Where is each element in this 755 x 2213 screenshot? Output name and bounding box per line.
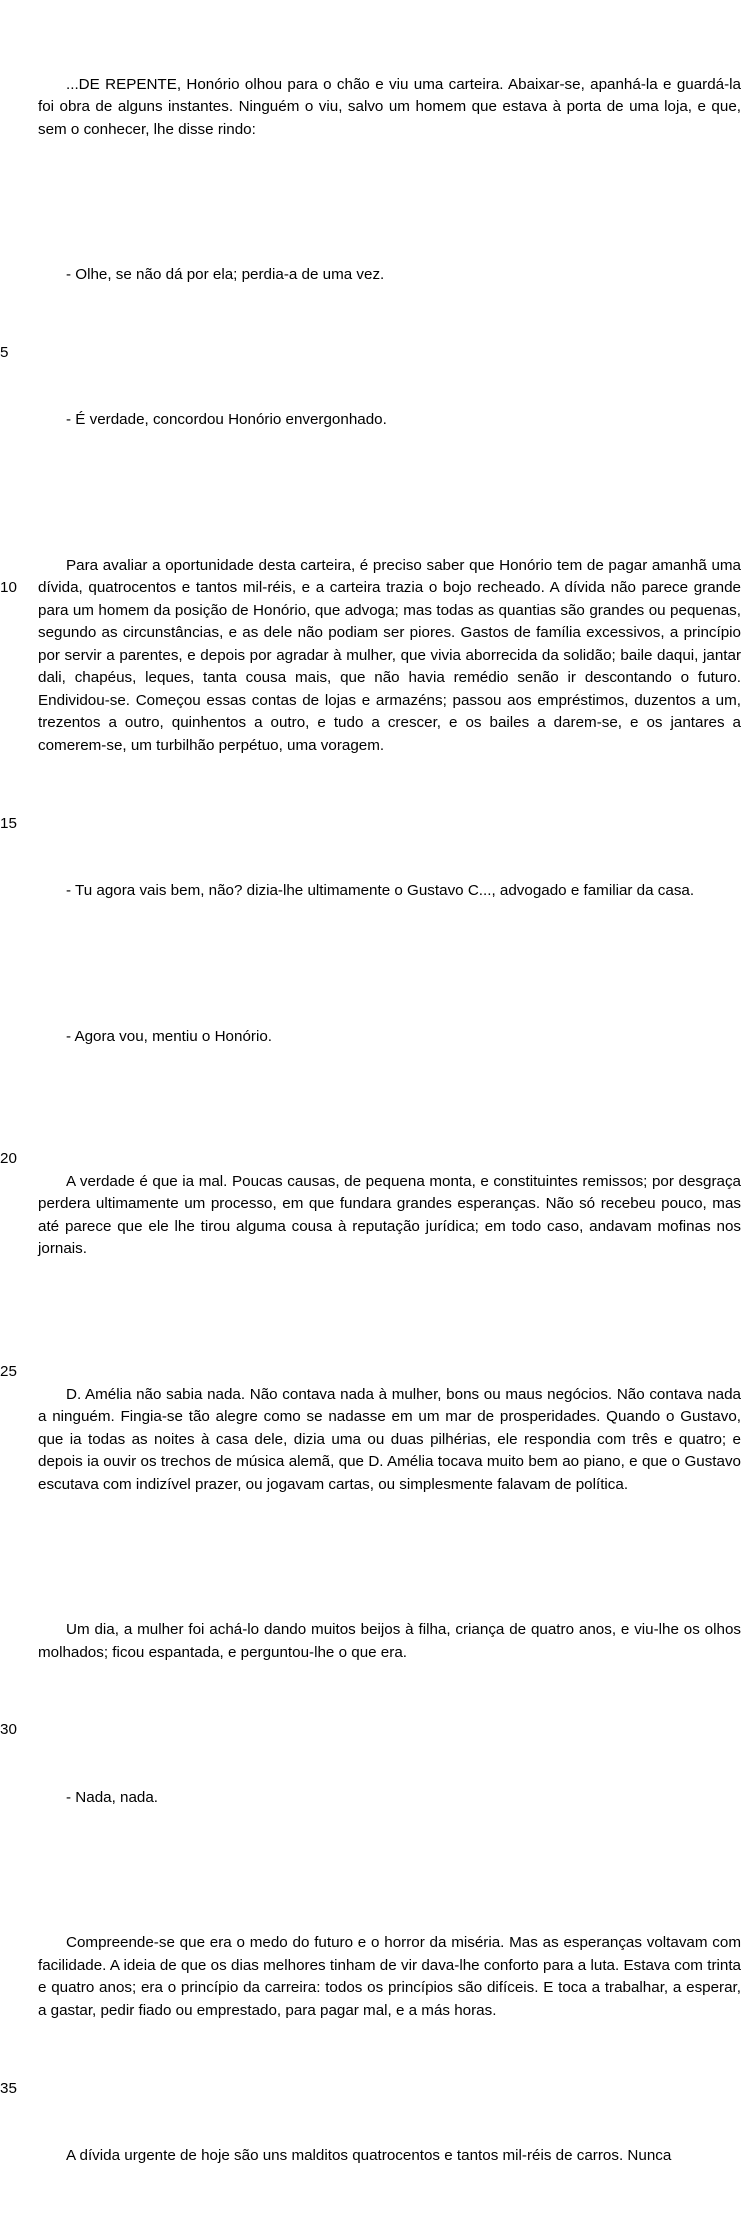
paragraph — [0, 487, 747, 803]
line-number: 5 — [0, 343, 9, 361]
paragraph-text: Um dia, a mulher foi achá-lo dando muitos beijos à filha, criança de quatro anos, e viu-lhe os olhos molhados; ficou espantada, e perguntou-lhe o que era. — [38, 1621, 746, 1661]
paragraph-text: - Tu agora vais bem, não? dizia-lhe ultimamente o Gustavo C..., advogado e familiar da casa. — [66, 882, 695, 900]
line-number: 20 — [0, 1150, 17, 1168]
paragraph-text: - Agora vou, mentiu o Honório. — [66, 1027, 272, 1045]
paragraph — [0, 1552, 747, 1710]
paragraph — [0, 958, 747, 1093]
paragraph — [0, 1103, 747, 1306]
line-number: 35 — [0, 2079, 17, 2097]
paragraph — [0, 342, 747, 477]
paragraph — [0, 1316, 747, 1541]
paragraph-text: - É verdade, concordou Honório envergonhado. — [66, 411, 387, 429]
paragraph — [0, 6, 747, 186]
paragraph-text: - Olhe, se não dá por ela; perdia-a de uma vez. — [66, 266, 385, 284]
paragraph-text: Para avaliar a oportunidade desta carteira, é preciso saber que Honório tem de pagar amanhã uma dívida, quatrocentos e tantos mil-réis, e a carteira trazia o bojo recheado. A dívida não parece grande para um homem da posição de Honório, que advoga; mas todas as quantias são grandes ou pequenas, segundo as circunstâncias, e as dele não podiam ser piores. Gastos de família excessivos, a princípio por servir a parentes, e depois por agradar à mulher, que vivia aborrecida da solidão; baile daqui, jantar dali, chapéus, leques, tanta cousa mais, que não havia remédio senão ir descontando o futuro. Endividou-se. Começou essas contas de lojas e armazéns; passou aos empréstimos, duzentos a um, trezentos a outro, quinhentos a outro, e tudo a crescer, e os bailes a darem-se, e os jantares a comerem-se, um turbilhão perpétuo, uma voragem. — [38, 556, 746, 754]
paragraph-text: D. Amélia não sabia nada. Não contava nada à mulher, bons ou maus negócios. Não contava nada a ninguém. Fingia-se tão alegre como se nadasse em um mar de prosperidades. Quando o Gustavo, que ia todas as noites à casa dele, dizia uma ou duas pilhérias, ele respondia com três e quatro; e depois ia ouvir os trechos de música alemã, que D. Amélia tocava muito bem ao piano, e que o Gustavo escutava com indizível prazer, ou jogavam cartas, ou simplesmente falavam de política. — [38, 1385, 746, 1493]
paragraph — [0, 1865, 747, 2068]
paragraph-text: ...DE REPENTE, Honório olhou para o chão e viu uma carteira. Abaixar-se, apanhá-la e guardá-la foi obra de alguns instantes. Ninguém o viu, salvo um homem que estava à porta de uma loja, e que, sem o conhecer, lhe disse rindo: — [38, 75, 746, 138]
paragraph-text: A dívida urgente de hoje são uns malditos quatrocentos e tantos mil-réis de carros. Nunca — [66, 2147, 672, 2165]
paragraph-text: A verdade é que ia mal. Poucas causas, de pequena monta, e constituintes remissos; por desgraça perdera ultimamente um processo, em que fundara grandes esperanças. Não só recebeu pouco, mas até parece que ele lhe tirou alguma cousa à reputação jurídica; em todo caso, andavam mofinas nos jornais. — [38, 1172, 746, 1258]
line-number: 25 — [0, 1363, 17, 1381]
line-number: 10 — [0, 579, 17, 597]
paragraph-text: - Nada, nada. — [66, 1789, 159, 1807]
paragraph — [0, 196, 747, 331]
paragraph — [0, 1719, 747, 1854]
line-number: 15 — [0, 814, 17, 832]
paragraph — [0, 2078, 747, 2213]
paragraph — [0, 813, 747, 948]
line-number: 30 — [0, 1721, 17, 1739]
paragraph-text: Compreende-se que era o medo do futuro e o horror da miséria. Mas as esperanças voltavam com facilidade. A ideia de que os dias melhores tinham de vir dava-lhe conforto para a luta. Estava com trinta e quatro anos; era o princípio da carreira: todos os princípios são difíceis. E toca a trabalhar, a esperar, a gastar, pedir fiado ou emprestado, para pagar mal, e a más horas. — [38, 1934, 746, 2019]
